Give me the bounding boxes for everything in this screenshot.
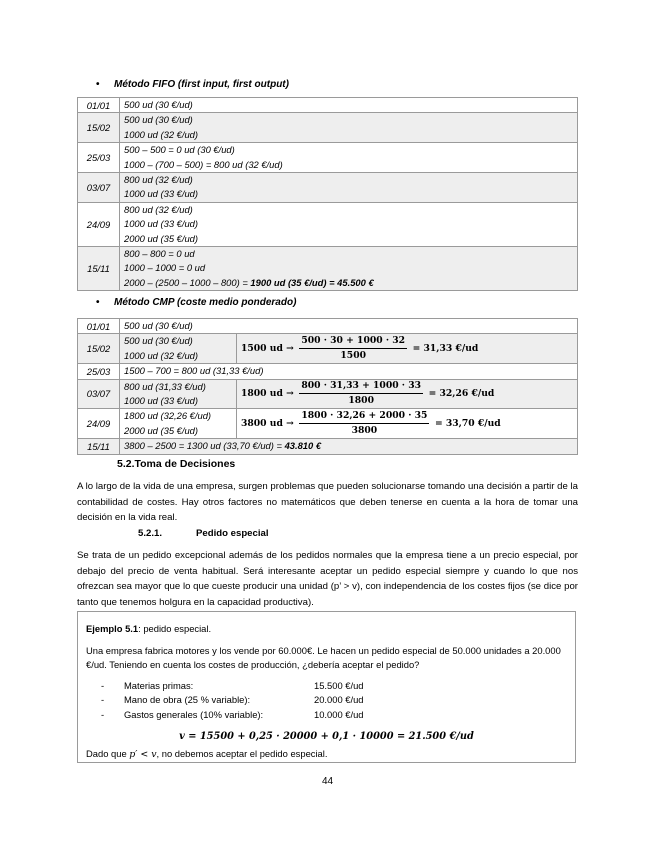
fifo-heading [96,79,289,90]
subsection-number: 5.2.1. [138,528,163,539]
list-item: - Mano de obra (25 % variable): 20.000 €/ud [86,693,567,708]
bullet-icon: • [96,79,100,90]
date-cell: 15/11 [78,246,120,290]
table-row [78,364,578,379]
example-label: Ejemplo 5.1 [86,623,139,634]
date-cell: 01/01 [78,98,120,113]
stock-cell: 800 – 800 = 0 ud 1000 – 1000 = 0 ud 2000 – (2500 – 1000 – 800) = 1900 ud (35 €/ud) = 45.500 € [120,246,578,290]
variable-cost-formula: v = 15500 + 0,25 · 20000 + 0,1 · 10000 = 21.500 €/ud [179,731,474,742]
fifo-table [77,97,578,291]
formula-cell: 3800 ud → $\frac{1800 \cdot 32,26 + 2000 \cdot 35}{3800}$ = 33,70 €/ud [237,409,578,439]
example-title: Ejemplo 5.1: pedido especial. [86,623,212,634]
bullet-icon: • [96,297,100,308]
section-heading: 5.2.Toma de Decisiones [117,458,236,470]
table-row [78,113,578,143]
example-statement: Una empresa fabrica motores y los vende por 60.000€. Le hacen un pedido especial de 50.000 unidades a 20.000 €/ud. Teniendo en cuenta los costes de producción, ¿debería aceptar el pedido? [86,644,561,670]
page-number: 44 [321,776,334,787]
list-item: - Materias primas: 15.500 €/ud [86,679,567,694]
stock-cell: 500 ud (30 €/ud) 1000 ud (32 €/ud) [120,334,237,364]
fraction: $\frac{500 \cdot 30 + 1000 \cdot 32}{1500}$ [301,335,405,362]
cmp-table [77,318,578,455]
cmp-title: Método CMP (coste medio ponderado) [114,297,297,308]
table-row [78,334,578,364]
table-row [78,409,578,439]
cmp-result: 43.810 € [284,440,322,452]
fifo-title: Método FIFO (first input, first output) [114,79,289,90]
stock-cell: 500 ud (30 €/ud) [120,98,578,113]
formula-cell: 1500 ud → $\frac{500 \cdot 30 + 1000 \cdot 32}{1500}$ = 31,33 €/ud [237,334,578,364]
example-box [77,611,576,763]
stock-cell: 1500 – 700 = 800 ud (31,33 €/ud) [120,364,578,379]
stock-cell: 500 ud (30 €/ud) [120,319,578,334]
table-row [78,439,578,454]
stock-cell: 800 ud (32 €/ud) 1000 ud (33 €/ud) [120,172,578,202]
stock-cell: 800 ud (31,33 €/ud) 1000 ud (33 €/ud) [120,379,237,409]
dash-icon: - [101,694,105,705]
date-cell: 25/03 [78,364,120,379]
date-cell: 15/02 [78,113,120,143]
date-cell: 24/09 [78,202,120,246]
table-row [78,319,578,334]
date-cell: 24/09 [78,409,120,439]
dash-icon: - [101,679,105,691]
fraction: $\frac{1800 \cdot 32,26 + 2000 \cdot 35}{3800}$ [301,410,428,437]
cmp-heading [96,297,296,308]
intro-paragraph: A lo largo de la vida de una empresa, surgen problemas que pueden solucionarse tomando una decisión a partir de la contabilidad de costes. Hay otros factores no matemáticos que deben tenerse en cuenta a la hora de tomar una decisión en la vida real. [77,481,578,523]
list-item: - Gastos generales (10% variable): 10.000 €/ud [86,708,567,723]
date-cell: 15/02 [78,334,120,364]
subsection-title: Pedido especial [196,528,269,539]
stock-cell: 500 ud (30 €/ud) 1000 ud (32 €/ud) [120,113,578,143]
table-row [78,202,578,246]
table-row [78,379,578,409]
fraction: $\frac{800 \cdot 31,33 + 1000 \cdot 33}{1800}$ [301,380,421,407]
stock-cell: 500 – 500 = 0 ud (30 €/ud) 1000 – (700 – 500) = 800 ud (32 €/ud) [120,143,578,173]
stock-cell: 800 ud (32 €/ud) 1000 ud (33 €/ud) 2000 ud (35 €/ud) [120,202,578,246]
subsection-heading [138,528,269,539]
stock-cell: 3800 – 2500 = 1300 ud (33,70 €/ud) = 43.810 € [120,439,578,454]
table-row [78,172,578,202]
date-cell: 25/03 [78,143,120,173]
date-cell: 03/07 [78,172,120,202]
dash-icon: - [101,708,105,720]
example-conclusion: Dado que p′ < v, no debemos aceptar el pedido especial. [86,748,328,760]
date-cell: 03/07 [78,379,120,409]
table-row [78,98,578,113]
date-cell: 15/11 [78,439,120,454]
table-row [78,246,578,290]
formula-cell: 1800 ud → $\frac{800 \cdot 31,33 + 1000 \cdot 33}{1800}$ = 32,26 €/ud [237,379,578,409]
fifo-result: 1900 ud (35 €/ud) = 45.500 € [250,276,374,288]
cost-list [86,679,567,723]
table-row [78,143,578,173]
stock-cell: 1800 ud (32,26 €/ud) 2000 ud (35 €/ud) [120,409,237,439]
date-cell: 01/01 [78,319,120,334]
subsection-paragraph: Se trata de un pedido excepcional además de los pedidos normales que la empresa tiene a un precio especial, por debajo del precio de venta habitual. Será interesante aceptar un pedido especial siempre y cuando lo que nos ofrezcan sea mayor que lo que cueste producir una unidad (p’ > v), con independencia de los costes fijos (se dice por tanto que tenemos holgura en la capacidad productiva). [77,550,578,608]
